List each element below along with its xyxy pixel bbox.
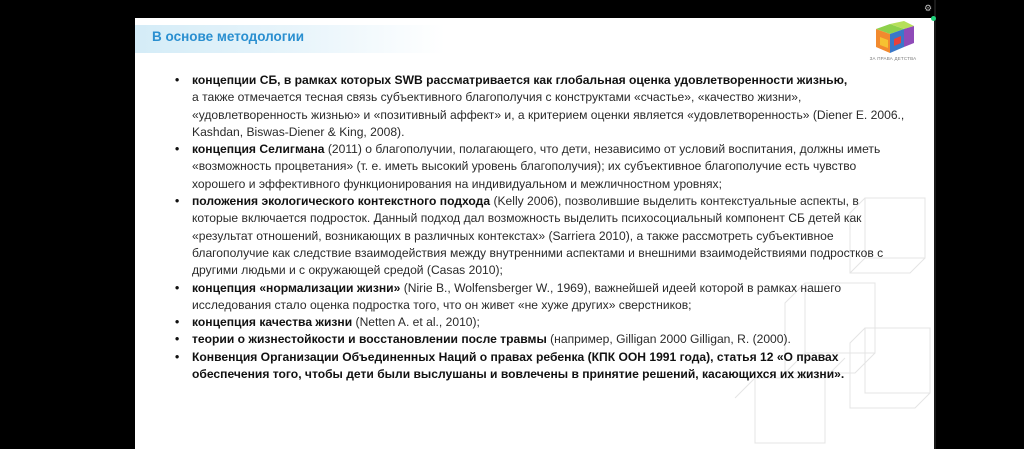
bullet-icon: • <box>175 73 180 87</box>
bullet-lead: положения экологического контекстного подхода <box>192 194 491 209</box>
list-item <box>175 331 905 348</box>
settings-icon[interactable]: ⚙ <box>923 3 933 13</box>
list-item <box>175 349 905 384</box>
bullet-text: (Kelly 2006), позволившие выделить контекстуальные аспекты, в которые включается подросток. Данный подход дал возможность выделить психосоциальный компонент СБ детей как «результат отношений, возникающих в различных контекстах» (Sarriera 2010), а также рассмотреть субъективное благополучие как следствие взаимодействия между внутренними аспектами и внешними взаимодействиями подростков с другими людьми и с окружающей средой (Casas 2010); <box>192 194 884 278</box>
bullet-icon: • <box>175 280 180 295</box>
bullet-lead: концепции СБ, в рамках которых SWB рассматривается как глобальная оценка удовлетворенности жизнью, <box>192 73 848 87</box>
bullet-text: (например, Gilligan 2000 Gilligan, R. (2000). <box>550 332 791 347</box>
bullet-icon: • <box>175 349 180 364</box>
window-divider <box>934 0 936 449</box>
presentation-slide <box>135 18 935 449</box>
bullet-icon: • <box>175 194 180 209</box>
bullet-icon: • <box>175 332 180 347</box>
bullet-icon: • <box>175 315 180 330</box>
bullet-text: а также отмечается тесная связь субъективного благополучия с конструктами «счастье», «качество жизни», «удовлетворенность жизнью» и «позитивный аффект» и, а критерием оценки является «удовлетворенность» (Diener E. 2006., Kashdan, Biswas-Diener & King, 2008). <box>192 90 905 139</box>
bullet-text: (Netten A. et al., 2010); <box>355 315 480 330</box>
bullet-lead: концепция качества жизни <box>192 315 353 330</box>
bullet-list <box>175 72 905 383</box>
list-item <box>175 72 905 141</box>
list-item <box>175 193 905 279</box>
bullet-lead: концепция «нормализации жизни» <box>192 280 401 295</box>
logo-cube-icon <box>870 21 916 57</box>
bullet-text: (Nirie B., Wolfensberger W., 1969), важнейшей идеей которой в рамках нашего исследования стало оценка подростка того, что он живет «не хуже других» сверстников; <box>192 280 842 312</box>
logo-text: ЗА ПРАВА ДЕТСТВА <box>869 56 917 61</box>
bullet-lead: теории о жизнестойкости и восстановлении после травмы <box>192 332 547 347</box>
bullet-text: (2011) о благополучии, полагающего, что дети, независимо от условий воспитания, должны иметь «возможность процветания» (т. е. иметь высокий уровень благополучия); их субъективное благополучие есть чувство хорошего и эффективного функционирования на индивидуальном и межличностном уровнях; <box>192 142 881 191</box>
bullet-icon: • <box>175 142 180 157</box>
slide-title: В основе методологии <box>152 29 305 44</box>
list-item <box>175 314 905 331</box>
list-item <box>175 280 905 315</box>
bullet-lead: Конвенция Организации Объединенных Наций о правах ребенка (КПК ООН 1991 года), статья 12 «О правах обеспечения того, чтобы дети были выслушаны и вовлечены в принятие решений, касающихся их жизни». <box>192 349 845 382</box>
bullet-lead: концепция Селигмана <box>192 142 325 157</box>
list-item <box>175 141 905 193</box>
status-dot-icon <box>931 16 936 21</box>
